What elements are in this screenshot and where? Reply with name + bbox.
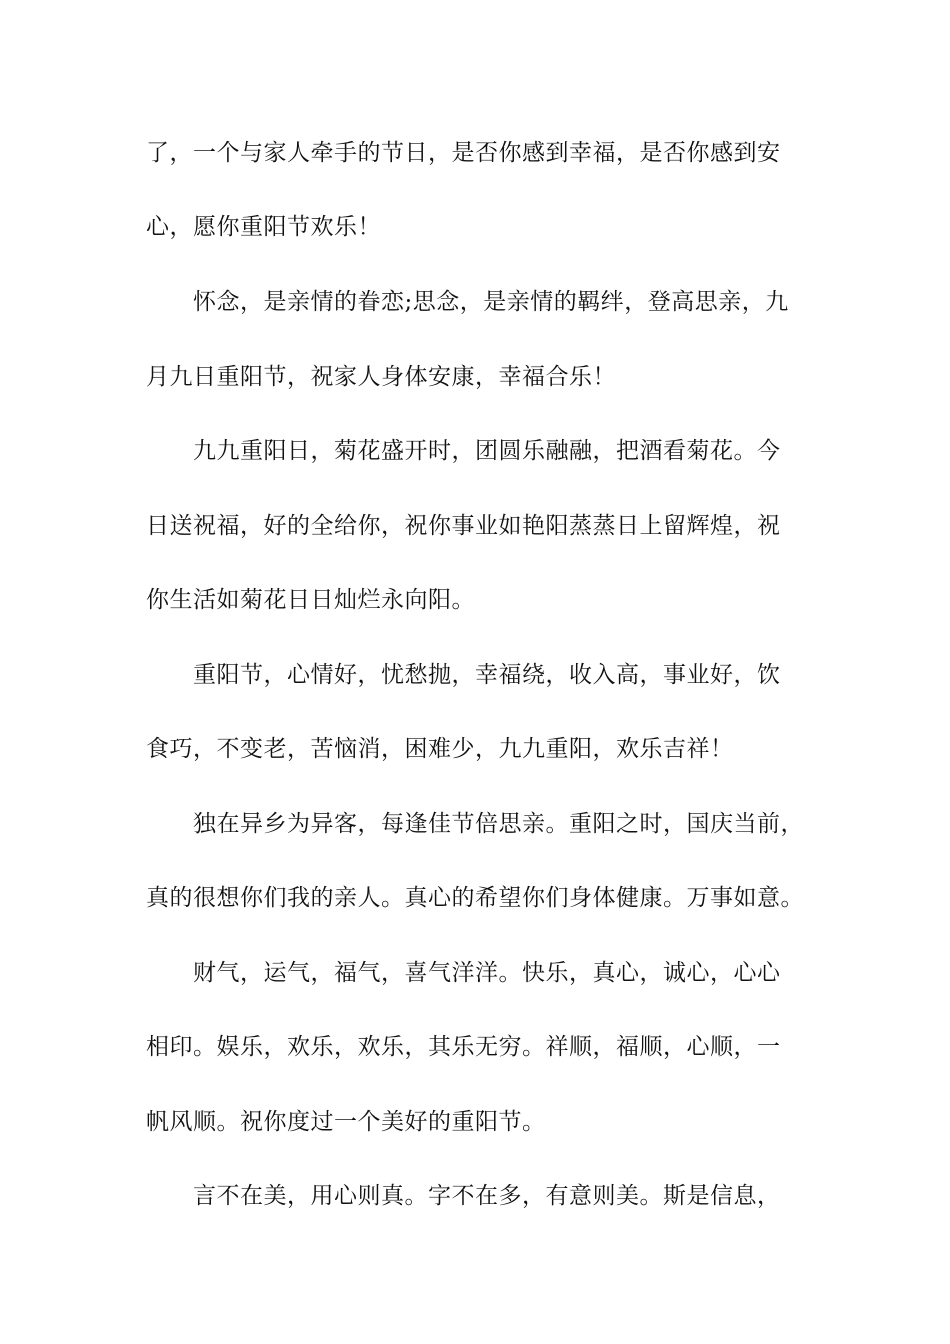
paragraph-start-line-12: 财气，运气，福气，喜气洋洋。快乐，真心，诚心，心心 [193, 960, 781, 986]
text-line-2: 心，愿你重阳节欢乐！ [146, 214, 381, 240]
text-line-9: 食巧，不变老，苦恼消，困难少，九九重阳，欢乐吉祥！ [146, 736, 734, 762]
text-line-7: 你生活如菊花日日灿烂永向阳。 [146, 587, 475, 613]
text-line-4: 月九日重阳节，祝家人身体安康，幸福合乐！ [146, 364, 616, 390]
paragraph-start-line-5: 九九重阳日，菊花盛开时，团圆乐融融，把酒看菊花。今 [193, 438, 781, 464]
paragraph-start-line-3: 怀念，是亲情的眷恋;思念，是亲情的羁绊，登高思亲，九 [193, 289, 789, 315]
paragraph-start-line-10: 独在异乡为异客，每逢佳节倍思亲。重阳之时，国庆当前， [193, 811, 804, 837]
text-line-6: 日送祝福，好的全给你，祝你事业如艳阳蒸蒸日上留辉煌，祝 [146, 513, 781, 539]
text-line-13: 相印。娱乐，欢乐，欢乐，其乐无穷。祥顺，福顺，心顺，一 [146, 1034, 781, 1060]
text-line-1: 了，一个与家人牵手的节日，是否你感到幸福，是否你感到安 [146, 140, 781, 166]
paragraph-start-line-15: 言不在美，用心则真。字不在多，有意则美。斯是信息， [193, 1183, 781, 1209]
paragraph-start-line-8: 重阳节，心情好，忧愁抛，幸福绕，收入高，事业好，饮 [193, 662, 781, 688]
text-line-14: 帆风顺。祝你度过一个美好的重阳节。 [146, 1109, 546, 1135]
text-line-11: 真的很想你们我的亲人。真心的希望你们身体健康。万事如意。 [146, 885, 804, 911]
